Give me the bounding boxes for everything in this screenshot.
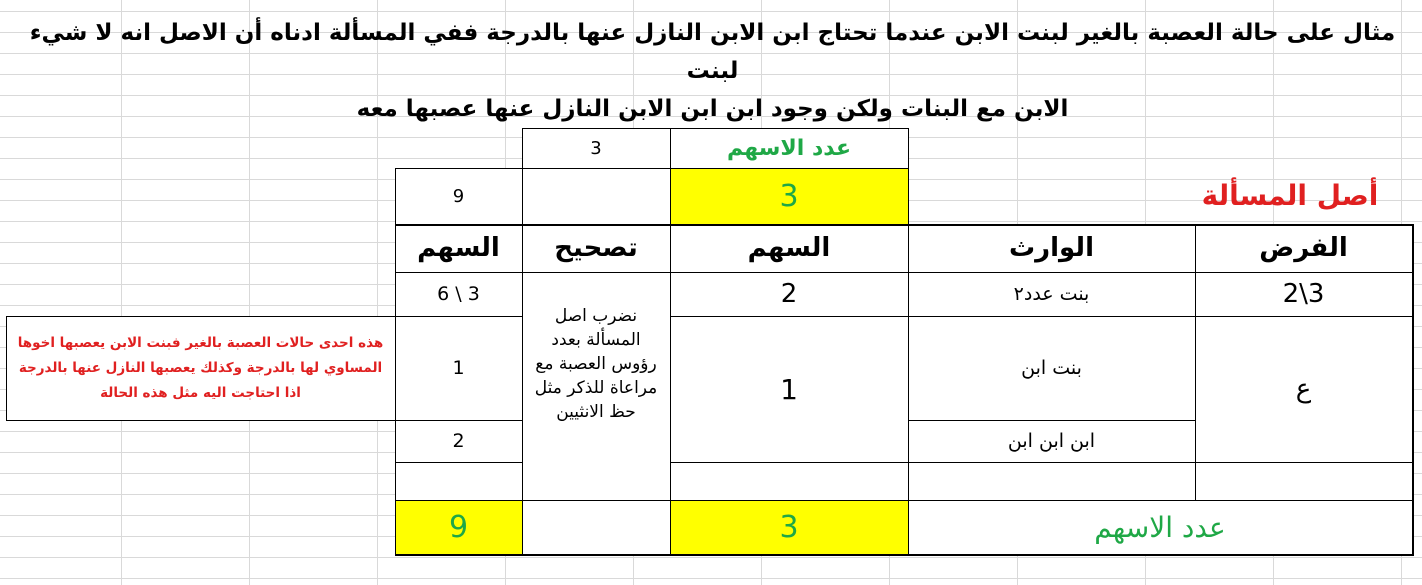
header-sahm-corrected: السهم <box>395 224 522 272</box>
header-sahm: السهم <box>670 224 908 272</box>
row4-fard[interactable] <box>1195 462 1412 500</box>
footer-label: عدد الاسهم <box>908 500 1412 554</box>
row2-sahm[interactable]: 1 <box>670 316 908 462</box>
asl-value-cell[interactable]: 3 <box>670 168 908 224</box>
shares-count-cell[interactable]: 3 <box>522 128 670 168</box>
header-warith: الوارث <box>908 224 1195 272</box>
row2-sahm-corrected[interactable]: 1 <box>395 316 522 420</box>
corrected-asl-cell[interactable]: 9 <box>395 168 522 224</box>
row4-warith[interactable] <box>908 462 1195 500</box>
heading-line-1: مثال على حالة العصبة بالغير لبنت الابن عندما تحتاج ابن الابن النازل عنها بالدرجة ففي المسألة ادناه أن الاصل انه لا شيء لبنت <box>29 20 1396 84</box>
header-fard: الفرض <box>1195 224 1412 272</box>
empty-cell[interactable] <box>522 168 670 224</box>
row1-sahm-corrected[interactable]: 6 \ 3 <box>395 272 522 316</box>
page-heading <box>20 14 1405 128</box>
row1-fard[interactable]: 2\3 <box>1195 272 1412 316</box>
side-note: هذه احدى حالات العصبة بالغير فبنت الابن يعصبها اخوها المساوي لها بالدرجة وكذلك يعصبها النازل عنها بالدرجة اذا احتاجت اليه مثل هذه الحالة <box>6 316 395 420</box>
row4-sahm-corrected[interactable] <box>395 462 522 500</box>
heading-line-2: الابن مع البنات ولكن وجود ابن ابن الابن النازل عنها عصبها معه <box>356 96 1069 122</box>
asl-label: أصل المسألة <box>1201 178 1379 212</box>
row4-sahm[interactable] <box>670 462 908 500</box>
tashih-note-cell[interactable] <box>522 272 670 500</box>
header-tashih: تصحيح <box>522 224 670 272</box>
shares-count-label: عدد الاسهم <box>670 128 908 168</box>
row1-sahm[interactable]: 2 <box>670 272 908 316</box>
row2-warith[interactable]: بنت ابن <box>908 316 1195 420</box>
footer-corrected-total[interactable]: 9 <box>395 500 522 554</box>
row1-warith[interactable]: بنت عدد٢ <box>908 272 1195 316</box>
row2-fard[interactable]: ع <box>1195 316 1412 462</box>
row3-warith[interactable]: ابن ابن ابن <box>908 420 1195 462</box>
footer-sahm-total[interactable]: 3 <box>670 500 908 554</box>
row3-sahm-corrected[interactable]: 2 <box>395 420 522 462</box>
tashih-note: نضرب اصل المسألة بعدد رؤوس العصبة مع مراعاة للذكر مثل حظ الانثيين <box>534 306 658 422</box>
footer-empty-cell[interactable] <box>522 500 670 554</box>
